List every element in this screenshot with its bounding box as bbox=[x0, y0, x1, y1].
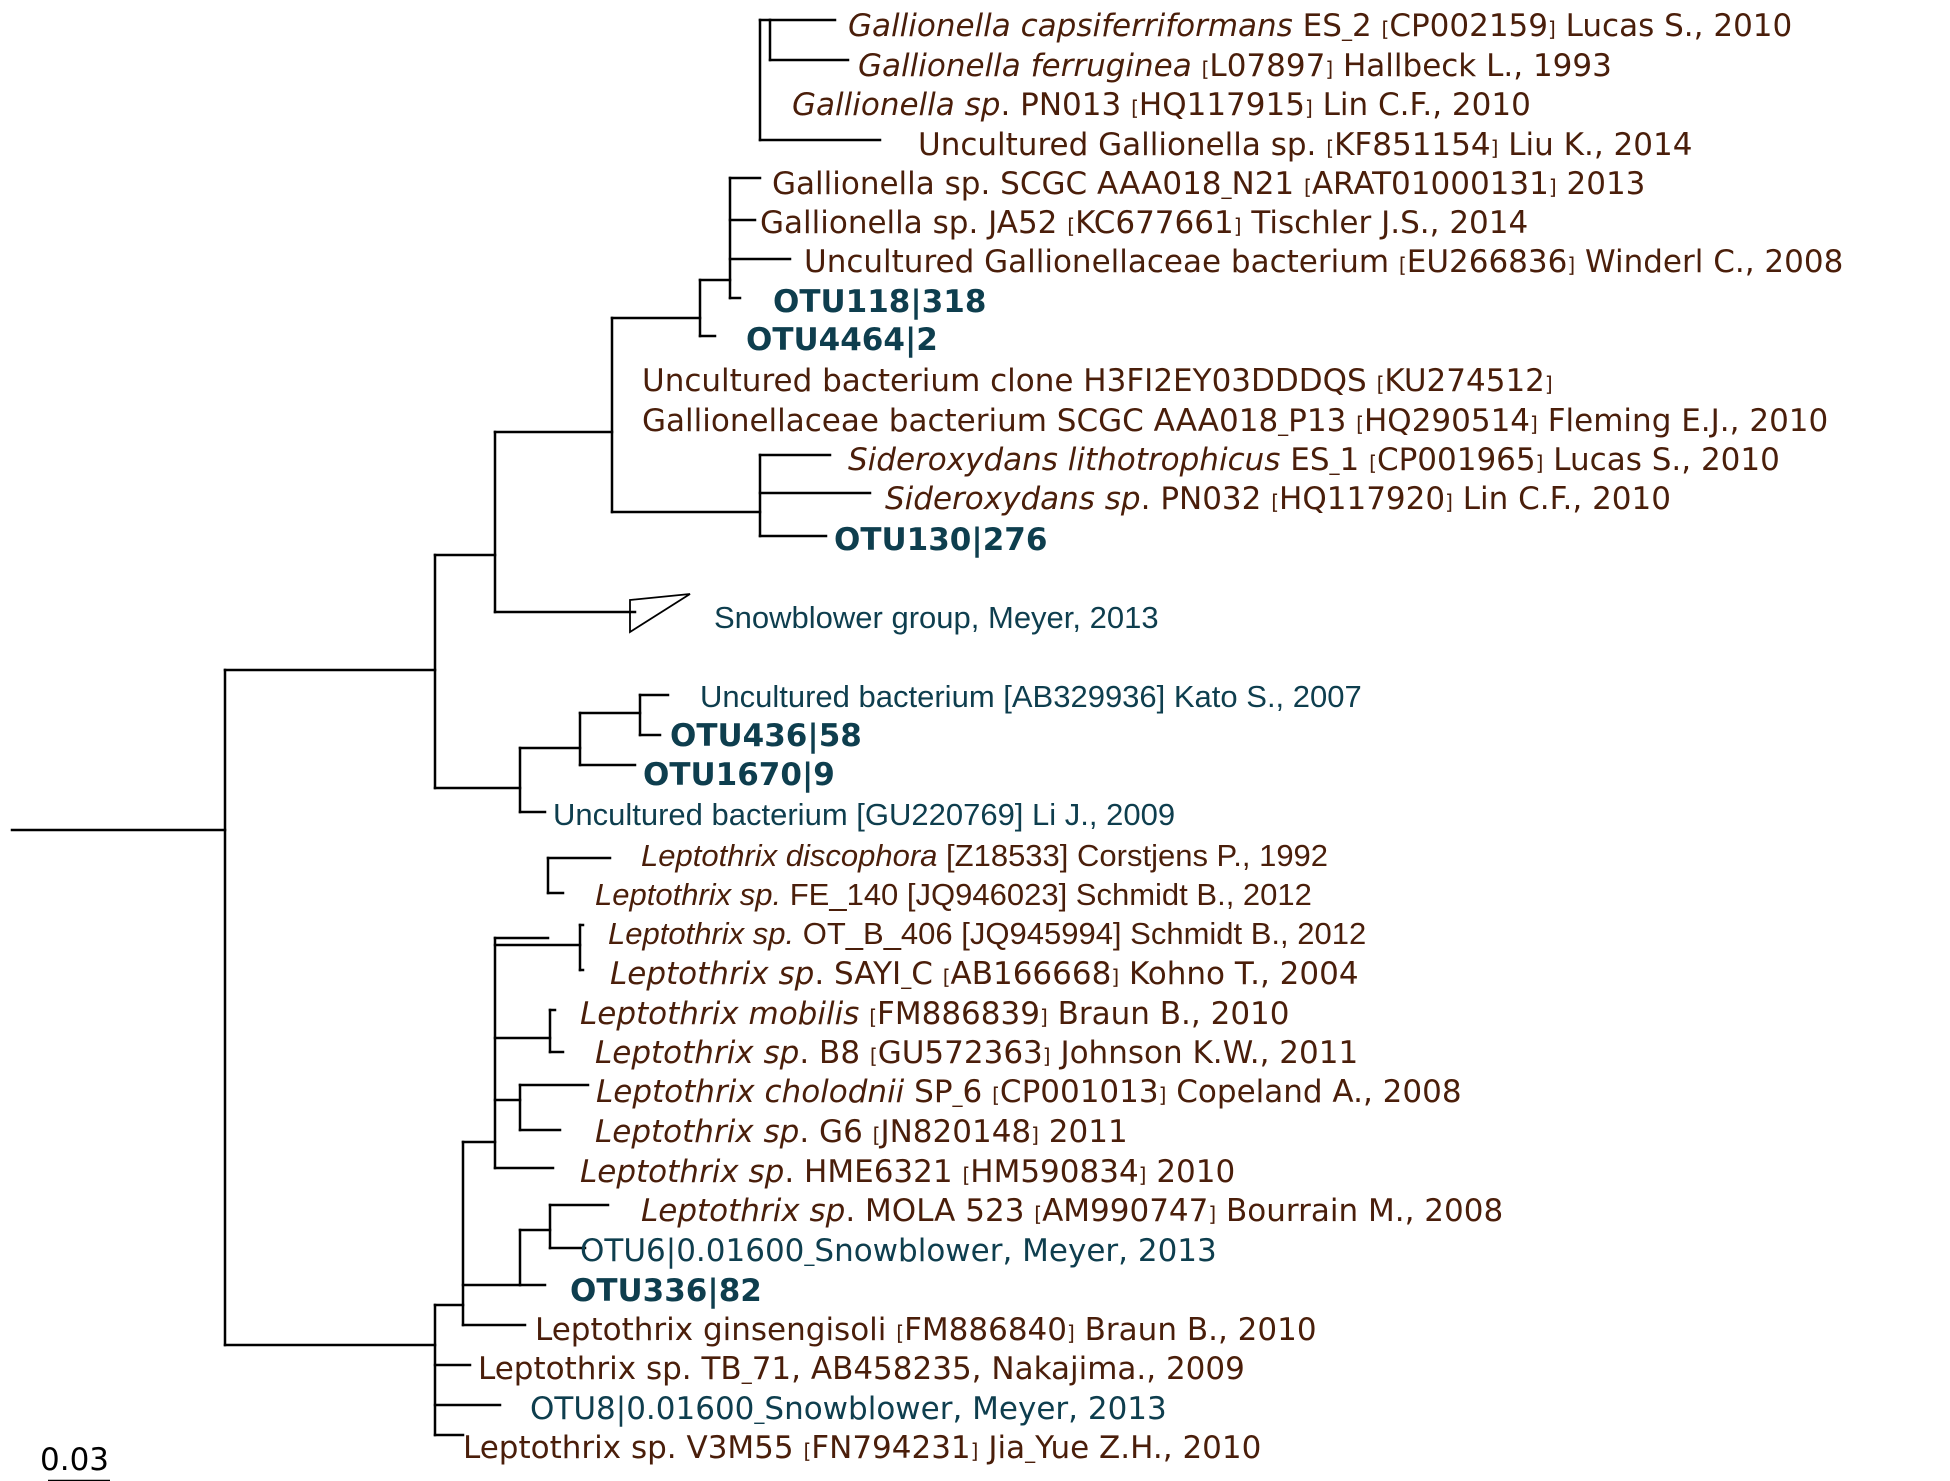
leaf-label-leptothrix-ginsengisoli bbox=[535, 1312, 1317, 1348]
leaf-label-gallionella-capsiferriformans bbox=[848, 8, 1792, 44]
leaf-label-part: . SAYI bbox=[814, 956, 902, 992]
leaf-label-part: Leptothrix sp. TB bbox=[478, 1351, 742, 1387]
leaf-label-part: Sideroxydans sp bbox=[885, 481, 1141, 517]
leaf-label-part: ] bbox=[1158, 1083, 1167, 1107]
leaf-label-part: 2011 bbox=[1038, 1114, 1128, 1150]
leaf-label-part: Hallbeck L., 1993 bbox=[1333, 48, 1612, 84]
leaf-label-part: . G6 bbox=[799, 1114, 873, 1150]
leaf-label-part: _ bbox=[952, 1083, 963, 1107]
leaf-label-leptothrix-sp-g6 bbox=[595, 1114, 1128, 1150]
leaf-label-part: ] bbox=[1031, 1123, 1039, 1147]
leaf-label-part: _ bbox=[754, 1400, 765, 1424]
leaf-label-part: [ bbox=[1398, 253, 1407, 277]
leaf-label-part: ] bbox=[1544, 372, 1553, 396]
leaf-label-part: ] bbox=[1111, 965, 1120, 989]
leaf-label-part: . PN013 bbox=[1000, 87, 1132, 123]
leaf-label-part: OTU1670|9 bbox=[643, 757, 835, 793]
leaf-label-part: ] bbox=[1530, 412, 1538, 436]
leaf-label-part: Fleming E.J., 2010 bbox=[1537, 403, 1829, 439]
leaf-label-part: 2010 bbox=[1146, 1154, 1236, 1190]
leaf-label-part: Kohno T., 2004 bbox=[1119, 956, 1359, 992]
leaf-label-part: KC677661 bbox=[1075, 205, 1234, 241]
leaf-label-part: Leptothrix sp. V3M55 bbox=[463, 1430, 804, 1466]
leaf-label-part: Uncultured Gallionellaceae bacterium bbox=[804, 244, 1399, 280]
leaf-label-part: ] bbox=[1304, 96, 1313, 120]
leaf-label-part: Winderl C., 2008 bbox=[1575, 244, 1844, 280]
leaf-label-part: Liu K., 2014 bbox=[1498, 127, 1693, 163]
leaf-label-part: 2 bbox=[1351, 8, 1382, 44]
leaf-label-part: Leptothrix sp bbox=[580, 1154, 785, 1190]
leaf-label-part: Uncultured bacterium clone H3FI2EY03DDDQS bbox=[642, 363, 1377, 399]
leaf-label-part: Gallionellaceae bacterium SCGC AAA018 bbox=[642, 403, 1279, 439]
leaf-label-part: [ bbox=[1369, 451, 1377, 475]
leaf-label-otu1670 bbox=[643, 757, 835, 793]
leaf-label-leptothrix-sp-sayi bbox=[610, 956, 1359, 992]
leaf-label-part: . MOLA 523 bbox=[845, 1193, 1035, 1229]
leaf-label-part: GU572363 bbox=[877, 1035, 1043, 1071]
leaf-label-leptothrix-sp-mola523 bbox=[641, 1193, 1503, 1229]
leaf-label-part: ] bbox=[1490, 136, 1499, 160]
leaf-label-part: 71, AB458235, Nakajima., 2009 bbox=[751, 1351, 1245, 1387]
leaf-label-part: ] bbox=[1567, 253, 1576, 277]
leaf-label-leptothrix-mobilis bbox=[580, 996, 1289, 1032]
leaf-label-part: Lin C.F., 2010 bbox=[1312, 87, 1531, 123]
leaf-label-part: L07897 bbox=[1209, 48, 1326, 84]
leaf-label-part: . PN032 bbox=[1140, 481, 1272, 517]
leaf-label-part: Gallionella ferruginea bbox=[858, 48, 1192, 84]
leaf-label-part: HM590834 bbox=[970, 1154, 1139, 1190]
leaf-label-part: _ bbox=[1221, 175, 1232, 199]
leaf-label-part: [ bbox=[872, 1123, 881, 1147]
leaf-label-leptothrix-sp-otb406 bbox=[608, 916, 1366, 951]
leaf-label-part: Sideroxydans lithotrophicus bbox=[848, 442, 1281, 478]
leaf-label-part: Lin C.F., 2010 bbox=[1452, 481, 1671, 517]
leaf-label-part: [Z18533] Corstjens P., 1992 bbox=[937, 838, 1329, 873]
leaf-label-part: Yue Z.H., 2010 bbox=[1035, 1430, 1262, 1466]
leaf-label-part: CP002159 bbox=[1389, 8, 1549, 44]
leaf-label-part: FM886840 bbox=[904, 1312, 1067, 1348]
leaf-label-part: Leptothrix sp bbox=[595, 1114, 800, 1150]
leaf-label-part: 2013 bbox=[1556, 166, 1646, 202]
leaf-label-part: AB166668 bbox=[950, 956, 1112, 992]
leaf-label-gallionella-sp-pn013 bbox=[792, 87, 1531, 123]
leaf-label-part: ] bbox=[970, 1439, 979, 1463]
leaf-label-part: [ bbox=[1356, 412, 1364, 436]
leaf-label-part: Lucas S., 2010 bbox=[1543, 442, 1780, 478]
leaf-label-leptothrix-cholodnii bbox=[596, 1074, 1462, 1110]
leaf-label-part: ] bbox=[1325, 57, 1334, 81]
leaf-label-part: P13 bbox=[1288, 403, 1357, 439]
leaf-label-part: KU274512 bbox=[1384, 363, 1545, 399]
leaf-label-part: _ bbox=[804, 1242, 815, 1266]
leaf-label-part: HQ290514 bbox=[1363, 403, 1531, 439]
leaf-label-part: [ bbox=[1271, 490, 1280, 514]
leaf-label-part: [ bbox=[896, 1321, 905, 1345]
leaf-label-leptothrix-sp-b8 bbox=[595, 1035, 1358, 1071]
leaf-label-part: Jia bbox=[978, 1430, 1026, 1466]
leaf-label-snowblower-group bbox=[714, 600, 1159, 635]
scale-bar-label: 0.03 bbox=[40, 1442, 110, 1478]
leaf-label-part: Leptothrix sp. bbox=[608, 916, 795, 951]
leaf-label-part: [ bbox=[992, 1083, 1000, 1107]
leaf-label-part: N21 bbox=[1231, 166, 1305, 202]
leaf-label-part: Leptothrix sp. bbox=[595, 877, 782, 912]
leaf-label-uncultured-ab329936 bbox=[700, 679, 1362, 714]
leaf-label-part: ES bbox=[1280, 442, 1330, 478]
leaf-label-part: [ bbox=[869, 1044, 878, 1068]
leaf-label-part: Tischler J.S., 2014 bbox=[1241, 205, 1529, 241]
leaf-label-part: Snowblower, Meyer, 2013 bbox=[764, 1391, 1167, 1427]
leaf-label-gallionella-ferruginea bbox=[858, 48, 1612, 84]
leaf-label-part: Leptothrix sp bbox=[595, 1035, 800, 1071]
scale-bar bbox=[40, 1442, 110, 1481]
leaf-label-part: ] bbox=[1445, 490, 1453, 514]
leaf-label-part: _ bbox=[901, 965, 912, 989]
leaf-label-part: _ bbox=[1341, 17, 1352, 41]
leaf-label-part: OT_B_406 [JQ945994] Schmidt B., 2012 bbox=[794, 916, 1367, 951]
leaf-label-part: OTU336|82 bbox=[570, 1273, 762, 1309]
leaf-label-part: [ bbox=[1067, 214, 1076, 238]
leaf-label-part: _ bbox=[1025, 1439, 1036, 1463]
leaf-label-part: Johnson K.W., 2011 bbox=[1050, 1035, 1359, 1071]
leaf-label-part: _ bbox=[1278, 412, 1289, 436]
leaf-label-part: OTU4464|2 bbox=[746, 322, 938, 358]
leaf-label-part: [ bbox=[803, 1439, 812, 1463]
leaf-label-part: Uncultured bacterium [GU220769] Li J., 2009 bbox=[553, 797, 1176, 832]
leaf-label-part: Leptothrix sp bbox=[641, 1193, 846, 1229]
leaf-label-uncultured-gu220769 bbox=[553, 797, 1175, 832]
leaf-label-part: Uncultured Gallionella sp. bbox=[918, 127, 1327, 163]
leaf-label-leptothrix-sp-hme6321 bbox=[580, 1154, 1235, 1190]
leaf-label-leptothrix-sp-v3m55 bbox=[463, 1430, 1261, 1466]
leaf-label-part: SP bbox=[904, 1074, 953, 1110]
leaf-label-gallionella-sp-scgc bbox=[772, 166, 1645, 202]
leaf-label-part: Leptothrix ginsengisoli bbox=[535, 1312, 897, 1348]
leaf-label-leptothrix-sp-fe140 bbox=[595, 877, 1312, 912]
leaf-label-part: JN820148 bbox=[880, 1114, 1032, 1150]
leaf-label-part bbox=[1192, 48, 1202, 84]
leaf-label-gallionellaceae-scgc-p13 bbox=[642, 403, 1828, 439]
leaf-label-part: C bbox=[911, 956, 943, 992]
leaf-label-part: Gallionella sp. SCGC AAA018 bbox=[772, 166, 1222, 202]
leaf-label-part: OTU118|318 bbox=[773, 284, 987, 320]
leaf-label-part: Gallionella sp bbox=[792, 87, 1001, 123]
leaf-label-part: Uncultured bacterium [AB329936] Kato S., 2007 bbox=[700, 679, 1362, 714]
leaf-label-part: ] bbox=[1233, 214, 1242, 238]
leaf-label-part: Leptothrix cholodnii bbox=[596, 1074, 905, 1110]
leaf-label-part: [ bbox=[1376, 372, 1385, 396]
leaf-label-uncultured-gallionellaceae bbox=[804, 244, 1843, 280]
leaf-label-part: AM990747 bbox=[1042, 1193, 1209, 1229]
leaf-label-part: CP001965 bbox=[1376, 442, 1536, 478]
leaf-label-uncultured-gallionella-sp bbox=[918, 127, 1692, 163]
leaf-label-part: ARAT01000131 bbox=[1311, 166, 1549, 202]
leaf-label-part: . HME6321 bbox=[784, 1154, 963, 1190]
leaf-label-part: ] bbox=[1548, 17, 1556, 41]
leaf-label-part: [ bbox=[1326, 136, 1335, 160]
leaf-label-part: _ bbox=[1329, 451, 1340, 475]
leaf-label-part: . B8 bbox=[799, 1035, 870, 1071]
leaf-label-part: Leptothrix discophora bbox=[641, 838, 938, 873]
leaf-label-part: OTU130|276 bbox=[834, 522, 1048, 558]
leaf-label-part: ] bbox=[1535, 451, 1544, 475]
leaf-label-part: [ bbox=[942, 965, 951, 989]
leaf-label-otu130 bbox=[834, 522, 1047, 558]
leaf-label-part: 1 bbox=[1339, 442, 1370, 478]
leaf-label-part: OTU8|0.01600 bbox=[530, 1391, 755, 1427]
leaf-label-part: CP001013 bbox=[999, 1074, 1159, 1110]
leaf-label-part: OTU6|0.01600 bbox=[580, 1233, 805, 1269]
leaf-label-part: 6 bbox=[962, 1074, 993, 1110]
leaf-label-part: FE_140 [JQ946023] Schmidt B., 2012 bbox=[781, 877, 1312, 912]
leaf-labels bbox=[463, 8, 1843, 1466]
leaf-label-leptothrix-discophora bbox=[641, 838, 1328, 873]
leaf-label-part: Snowblower, Meyer, 2013 bbox=[814, 1233, 1217, 1269]
leaf-label-part: ] bbox=[1067, 1321, 1075, 1345]
leaf-label-gallionella-sp-ja52 bbox=[760, 205, 1528, 241]
leaf-label-part: [ bbox=[869, 1005, 878, 1029]
leaf-label-part: [ bbox=[1304, 175, 1312, 199]
leaf-label-part: ] bbox=[1548, 175, 1557, 199]
leaf-label-part: Gallionella sp. JA52 bbox=[760, 205, 1068, 241]
leaf-label-leptothrix-sp-tb71 bbox=[478, 1351, 1245, 1387]
leaf-label-part: Lucas S., 2010 bbox=[1555, 8, 1793, 44]
leaf-label-otu4464 bbox=[746, 322, 938, 358]
leaf-label-part: [ bbox=[1381, 17, 1390, 41]
leaf-label-part: Copeland A., 2008 bbox=[1166, 1074, 1462, 1110]
leaf-label-uncultured-h3fi2ey03 bbox=[642, 363, 1553, 399]
leaf-label-part: ] bbox=[1138, 1163, 1147, 1187]
leaf-label-part: ] bbox=[1208, 1202, 1217, 1226]
leaf-label-part: HQ117920 bbox=[1279, 481, 1446, 517]
leaf-label-part: EU266836 bbox=[1406, 244, 1568, 280]
leaf-label-part: Braun B., 2010 bbox=[1047, 996, 1290, 1032]
leaf-label-part bbox=[859, 996, 869, 1032]
leaf-label-part: [ bbox=[962, 1163, 971, 1187]
leaf-label-part: _ bbox=[741, 1360, 752, 1384]
leaf-label-part: [ bbox=[1201, 57, 1210, 81]
leaf-label-otu118 bbox=[773, 284, 986, 320]
leaf-label-part: ES bbox=[1292, 8, 1342, 44]
leaf-label-part: HQ117915 bbox=[1138, 87, 1305, 123]
leaf-label-sideroxydans-lithotrophicus bbox=[848, 442, 1780, 478]
leaf-label-part: KF851154 bbox=[1334, 127, 1491, 163]
leaf-label-part: FM886839 bbox=[877, 996, 1040, 1032]
leaf-label-part: Leptothrix sp bbox=[610, 956, 815, 992]
leaf-label-part: [ bbox=[1131, 96, 1139, 120]
leaf-label-part: FN794231 bbox=[811, 1430, 971, 1466]
leaf-label-part: Gallionella capsiferriformans bbox=[848, 8, 1293, 44]
leaf-label-part: OTU436|58 bbox=[670, 718, 862, 754]
leaf-label-part: ] bbox=[1042, 1044, 1051, 1068]
leaf-label-otu436 bbox=[670, 718, 862, 754]
leaf-label-part: ] bbox=[1039, 1005, 1048, 1029]
leaf-label-part: [ bbox=[1034, 1202, 1043, 1226]
leaf-label-part: Leptothrix mobilis bbox=[580, 996, 860, 1032]
leaf-label-otu336 bbox=[570, 1273, 762, 1309]
leaf-label-otu6-snowblower bbox=[580, 1233, 1217, 1269]
leaf-label-part: Snowblower group, Meyer, 2013 bbox=[714, 600, 1159, 635]
leaf-label-part: Bourrain M., 2008 bbox=[1216, 1193, 1504, 1229]
leaf-label-sideroxydans-sp-pn032 bbox=[885, 481, 1671, 517]
leaf-label-part: Braun B., 2010 bbox=[1074, 1312, 1317, 1348]
leaf-label-otu8-snowblower bbox=[530, 1391, 1167, 1427]
